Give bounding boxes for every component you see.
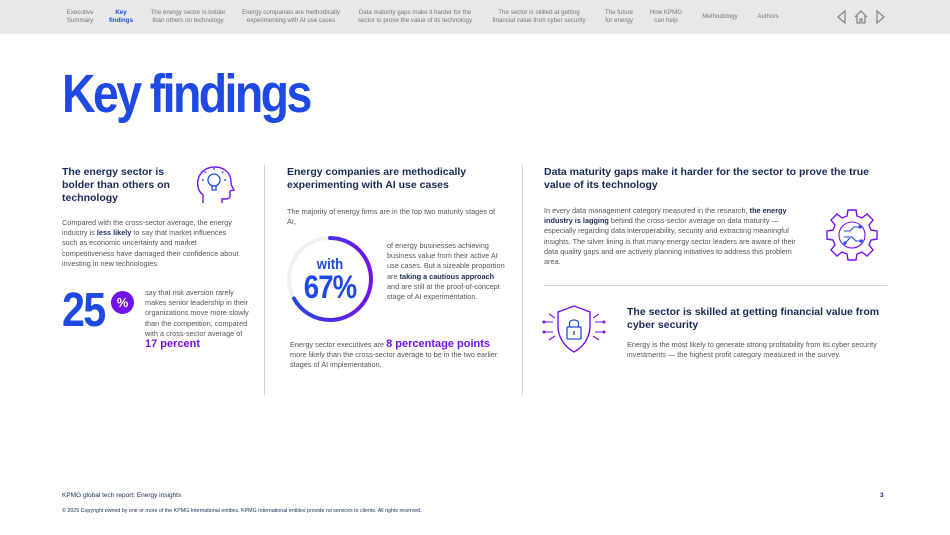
column-divider-2 [522, 165, 523, 395]
column-divider-1 [264, 165, 265, 395]
exec-highlight: 8 percentage points [386, 338, 491, 350]
ring-text-end: and are still at the proof-of-concept stage of AI experimentation. [387, 281, 500, 302]
shield-lock-icon [541, 302, 607, 358]
col2-intro: The majority of energy firms are in the top two maturity stages of AI, [287, 207, 496, 227]
stat-description: say that risk aversion rarely makes senior leadership in their organizations move more slowly than the competition, compared with a cross-sector average of [145, 288, 249, 338]
page-title: Key findings [62, 64, 310, 124]
nav-item-data-maturity[interactable]: Data maturity gaps make it harder for the sector to prove the value of its technology [357, 9, 473, 24]
nav-item-authors[interactable]: Authors [757, 13, 779, 20]
col3-heading: Data maturity gaps make it harder for the sector to prove the true value of its technology [544, 166, 869, 191]
head-lightbulb-icon [195, 165, 235, 207]
col1-paragraph [62, 218, 242, 269]
col1-stat-text [145, 288, 250, 350]
stat-value: 25 [62, 284, 105, 337]
top-navigation [0, 0, 950, 34]
exec-text: Energy sector executives are [290, 340, 387, 349]
col3-para-emphasis: the energy industry is lagging [544, 206, 787, 226]
col1-para-emphasis: less likely [96, 228, 132, 238]
ring-text: of energy businesses achieving business value from their active AI use cases. But a sizeable proportion are [387, 241, 505, 281]
stat-comparison: 17 percent [145, 338, 201, 351]
copyright: © 2025 Copyright owned by one or more of the KPMG International entities. KPMG International entities provide no services to clients. All rights reserved. [62, 508, 422, 514]
nav-item-methodology[interactable]: Methodology [702, 13, 738, 20]
nav-item-energy-sector-bolder[interactable]: The energy sector is bolder than others on technology [150, 9, 226, 24]
cyber-heading: The sector is skilled at getting financial value from cyber security [627, 306, 880, 331]
col2-heading: Energy companies are methodically experimenting with AI use cases [287, 166, 467, 191]
nav-item-future-for-energy[interactable]: The future for energy [604, 9, 634, 24]
nav-item-key-findings[interactable]: Key findings [108, 9, 134, 24]
chevron-left-icon[interactable] [835, 9, 847, 25]
ring-prefix: with [316, 256, 344, 273]
nav-controls [835, 9, 887, 25]
section-divider [544, 285, 887, 286]
gear-circuit-icon [824, 207, 880, 263]
cyber-text: Energy is the most likely to generate strong profitability from its cyber security investments — the highest profit category measured in the survey. [627, 340, 877, 360]
percent-badge: % [111, 291, 134, 314]
exec-text-end: more likely than the cross-sector average to be in the two earlier stages of AI implementation. [290, 350, 498, 370]
col2-exec-text [290, 339, 505, 371]
nav-item-how-kpmg-can-help[interactable]: How KPMG can help [649, 9, 683, 24]
report-name: KPMG global tech report: Energy insights [62, 492, 182, 499]
nav-item-executive-summary[interactable]: Executive Summary [66, 9, 94, 24]
chevron-right-icon[interactable] [875, 9, 887, 25]
col2-ring-text [387, 241, 505, 302]
col3-para-text-end: behind the cross-sector average on data maturity — especially regarding data interoperability, security and extracting meaningful insights. The silver lining is that many energy sector leaders are aware of their data quality gaps and are actively planning initiatives to address this problem area. [544, 216, 796, 267]
col3-para-text: In every data management category measured in the research, [544, 206, 750, 215]
col1-para-text-end: to say that market influences such as economic uncertainty and market competitiveness have damaged their confidence about investing in new technologies. [62, 228, 239, 268]
col3-paragraph [544, 206, 806, 267]
page-number: 3 [880, 492, 884, 499]
nav-item-ai-use-cases[interactable]: Energy companies are methodically experimenting with AI use cases [241, 9, 341, 24]
col1-para-text: Compared with the cross-sector average, the energy industry is [62, 218, 232, 238]
home-icon[interactable] [853, 9, 869, 25]
nav-item-cyber-security[interactable]: The sector is skilled at getting financial value from cyber security [492, 9, 586, 24]
col1-heading: The energy sector is bolder than others on technology [62, 166, 170, 204]
ring-value: 67% [303, 269, 357, 305]
ring-text-emphasis: taking a cautious approach [399, 271, 495, 281]
